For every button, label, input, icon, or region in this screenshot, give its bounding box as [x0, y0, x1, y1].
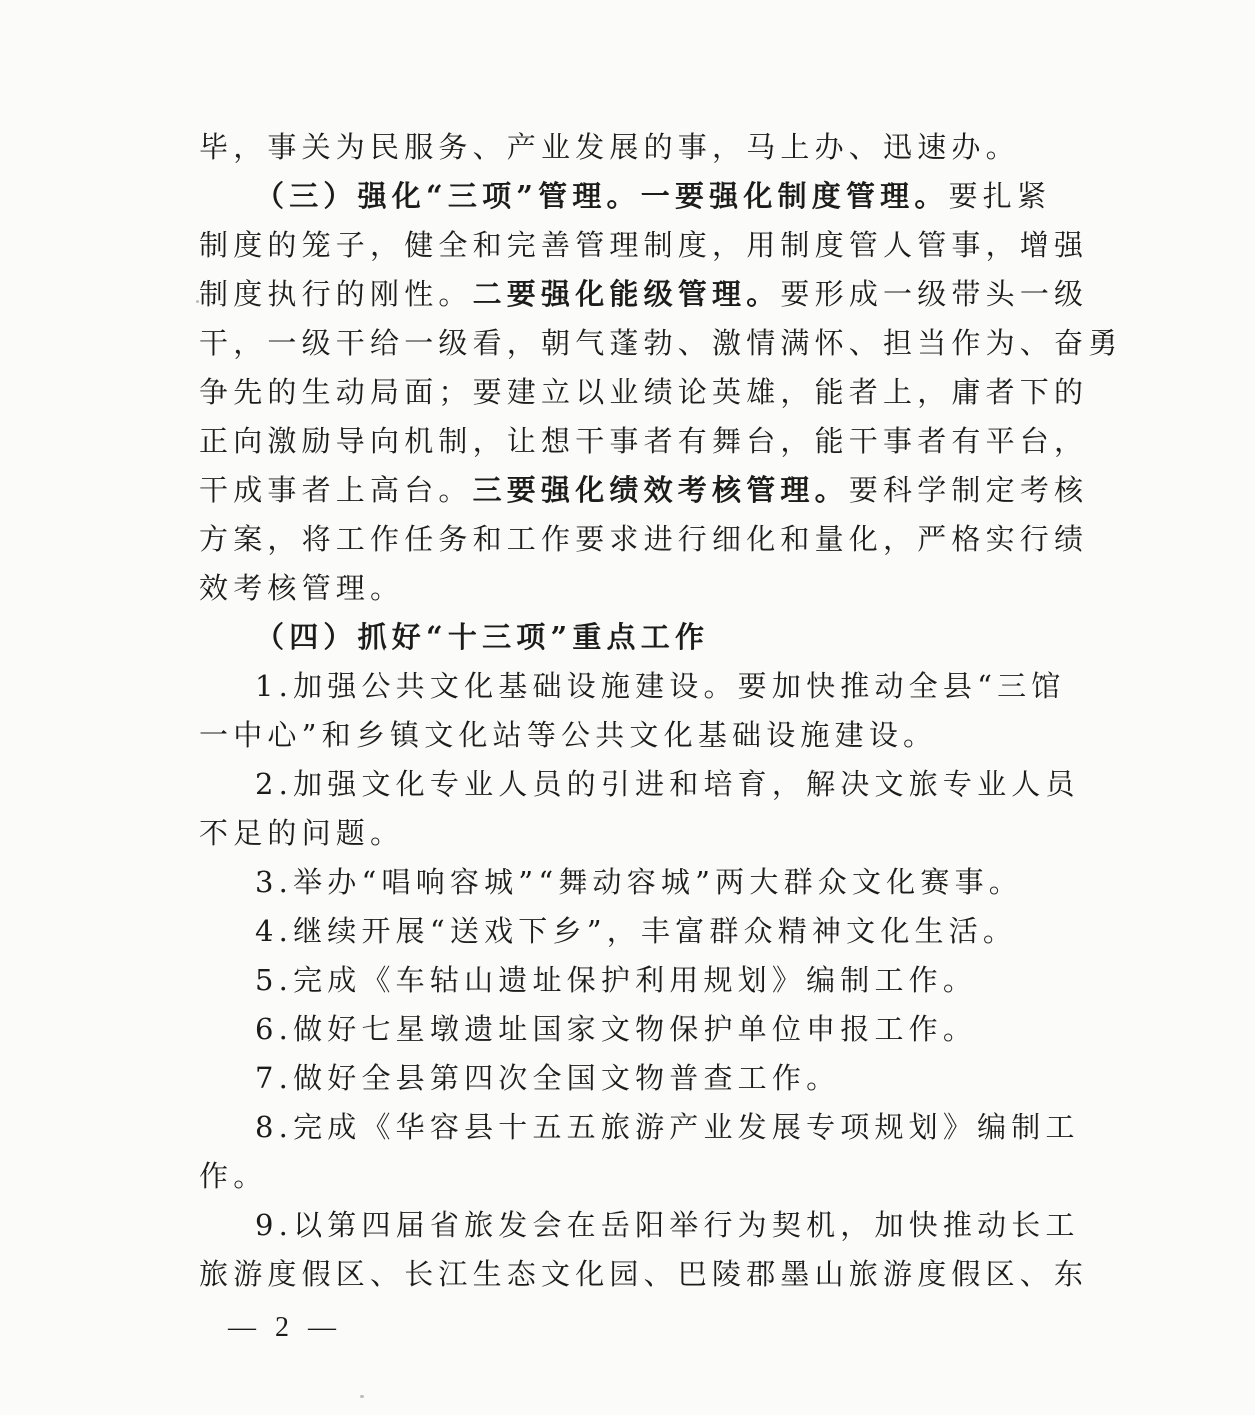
text-line: 不足的问题。: [199, 816, 405, 850]
text-line: 制度执行的刚性。二要强化能级管理。要形成一级带头一级: [199, 277, 1089, 311]
page-number: — 2 —: [228, 1312, 342, 1343]
text-line: 作。: [199, 1159, 268, 1193]
list-item: 8.完成《华容县十五五旅游产业发展专项规划》编制工: [255, 1110, 1080, 1144]
text-line: （三）强化“三项”管理。一要强化制度管理。要扎紧: [255, 179, 1052, 213]
section-heading: （四）抓好“十三项”重点工作: [255, 620, 710, 654]
list-item: 2.加强文化专业人员的引进和培育，解决文旅专业人员: [255, 767, 1080, 801]
text-line: 干，一级干给一级看，朝气蓬勃、激情满怀、担当作为、奋勇: [199, 326, 1123, 360]
list-item: 6.做好七星墩遗址国家文物保护单位申报工作。: [255, 1012, 978, 1046]
list-item: 1.加强公共文化基础设施建设。要加快推动全县“三馆: [255, 669, 1066, 703]
text-line: 制度的笼子，健全和完善管理制度，用制度管人管事，增强: [199, 228, 1089, 262]
list-item: 9.以第四届省旅发会在岳阳举行为契机，加快推动长工: [255, 1208, 1080, 1242]
text-line: 效考核管理。: [199, 571, 405, 605]
list-item: 3.举办“唱响容城”“舞动容城”两大群众文化赛事。: [255, 865, 1023, 899]
text-line: 毕，事关为民服务、产业发展的事，马上办、迅速办。: [199, 130, 1020, 164]
scan-speck: [196, 300, 199, 303]
section-heading: （三）强化“三项”管理。: [255, 179, 641, 213]
text-line: 一中心”和乡镇文化站等公共文化基础设施建设。: [199, 718, 938, 752]
text-line: 正向激励导向机制，让想干事者有舞台，能干事者有平台，: [199, 424, 1089, 458]
bold-phrase: 二要强化能级管理。: [472, 277, 781, 311]
text-line: 干成事者上高台。三要强化绩效考核管理。要科学制定考核: [199, 473, 1089, 507]
list-item: 5.完成《车轱山遗址保护利用规划》编制工作。: [255, 963, 978, 997]
bold-phrase: 一要强化制度管理。: [640, 179, 949, 213]
list-item: 4.继续开展“送戏下乡”，丰富群众精神文化生活。: [255, 914, 1018, 948]
bold-phrase: 三要强化绩效考核管理。: [472, 473, 849, 507]
text-line: 方案，将工作任务和工作要求进行细化和量化，严格实行绩: [199, 522, 1089, 556]
scan-speck: [360, 1395, 364, 1398]
text-line: 旅游度假区、长江生态文化园、巴陵郡墨山旅游度假区、东: [199, 1257, 1089, 1291]
list-item: 7.做好全县第四次全国文物普查工作。: [255, 1061, 841, 1095]
text-line: 争先的生动局面；要建立以业绩论英雄，能者上，庸者下的: [199, 375, 1089, 409]
